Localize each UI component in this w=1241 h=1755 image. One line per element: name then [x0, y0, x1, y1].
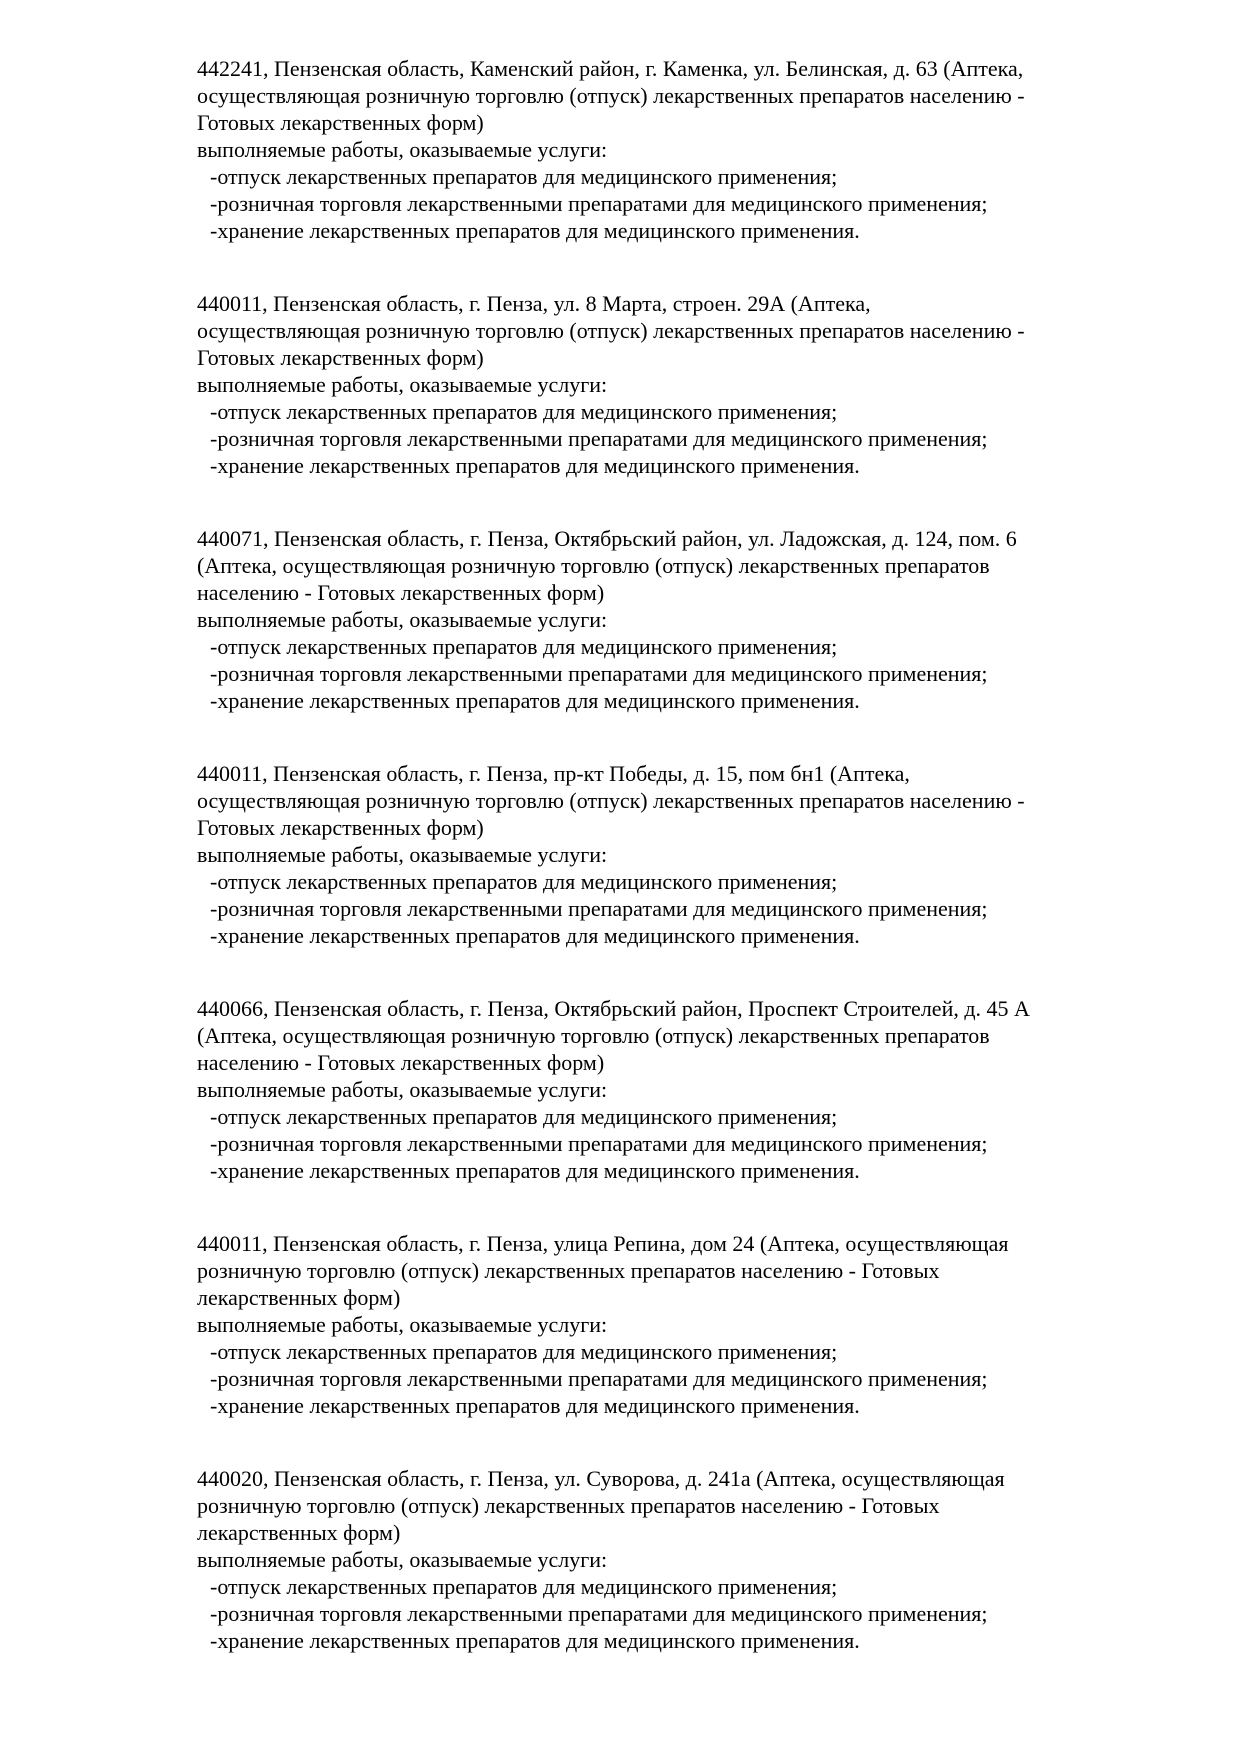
address-line: Готовых лекарственных форм) [197, 345, 484, 370]
address-line: 440011, Пензенская область, г. Пенза, ул. 8 Марта, строен. 29А (Аптека, [197, 291, 871, 316]
service-item: -отпуск лекарственных препаратов для медицинского применения; [210, 164, 838, 189]
services-header: выполняемые работы, оказываемые услуги: [197, 372, 608, 397]
service-item: -розничная торговля лекарственными препаратами для медицинского применения; [210, 191, 988, 216]
address-line: 442241, Пензенская область, Каменский район, г. Каменка, ул. Белинская, д. 63 (Аптека, [197, 56, 1024, 81]
address-line: населению - Готовых лекарственных форм) [197, 1050, 605, 1075]
service-item: -хранение лекарственных препаратов для медицинского применения. [210, 688, 860, 713]
address-line: 440011, Пензенская область, г. Пенза, улица Репина, дом 24 (Аптека, осуществляющая [197, 1231, 1009, 1256]
service-item: -хранение лекарственных препаратов для медицинского применения. [210, 1158, 860, 1183]
service-item: -хранение лекарственных препаратов для медицинского применения. [210, 218, 860, 243]
service-item: -хранение лекарственных препаратов для медицинского применения. [210, 453, 860, 478]
address-line: осуществляющая розничную торговлю (отпуск) лекарственных препаратов населению - [197, 83, 1025, 108]
address-line: населению - Готовых лекарственных форм) [197, 580, 605, 605]
services-header: выполняемые работы, оказываемые услуги: [197, 1312, 608, 1337]
address-line: Готовых лекарственных форм) [197, 815, 484, 840]
address-line: осуществляющая розничную торговлю (отпуск) лекарственных препаратов населению - [197, 788, 1025, 813]
address-line: лекарственных форм) [197, 1520, 401, 1545]
address-line: Готовых лекарственных форм) [197, 110, 484, 135]
service-item: -розничная торговля лекарственными препаратами для медицинского применения; [210, 1366, 988, 1391]
address-line: лекарственных форм) [197, 1285, 401, 1310]
document-page [197, 55, 1127, 1700]
address-line: 440071, Пензенская область, г. Пенза, Октябрьский район, ул. Ладожская, д. 124, пом. 6 [197, 526, 1017, 551]
address-line: осуществляющая розничную торговлю (отпуск) лекарственных препаратов населению - [197, 318, 1025, 343]
service-item: -хранение лекарственных препаратов для медицинского применения. [210, 923, 860, 948]
services-header: выполняемые работы, оказываемые услуги: [197, 1077, 608, 1102]
address-line: 440011, Пензенская область, г. Пенза, пр-кт Победы, д. 15, пом бн1 (Аптека, [197, 761, 910, 786]
pharmacy-entry [197, 525, 1127, 714]
service-item: -хранение лекарственных препаратов для медицинского применения. [210, 1628, 860, 1653]
service-item: -розничная торговля лекарственными препаратами для медицинского применения; [210, 661, 988, 686]
address-line: розничную торговлю (отпуск) лекарственных препаратов населению - Готовых [197, 1258, 940, 1283]
address-line: розничную торговлю (отпуск) лекарственных препаратов населению - Готовых [197, 1493, 940, 1518]
service-item: -розничная торговля лекарственными препаратами для медицинского применения; [210, 1131, 988, 1156]
pharmacy-entry [197, 290, 1127, 479]
pharmacy-entry [197, 760, 1127, 949]
pharmacy-entry [197, 1465, 1127, 1654]
service-item: -розничная торговля лекарственными препаратами для медицинского применения; [210, 426, 988, 451]
service-item: -отпуск лекарственных препаратов для медицинского применения; [210, 1574, 838, 1599]
address-line: 440020, Пензенская область, г. Пенза, ул. Суворова, д. 241а (Аптека, осуществляющая [197, 1466, 1005, 1491]
address-line: (Аптека, осуществляющая розничную торговлю (отпуск) лекарственных препаратов [197, 553, 990, 578]
service-item: -отпуск лекарственных препаратов для медицинского применения; [210, 399, 838, 424]
address-line: 440066, Пензенская область, г. Пенза, Октябрьский район, Проспект Строителей, д. 45 А [197, 996, 1030, 1021]
service-item: -отпуск лекарственных препаратов для медицинского применения; [210, 1339, 838, 1364]
service-item: -отпуск лекарственных препаратов для медицинского применения; [210, 869, 838, 894]
services-header: выполняемые работы, оказываемые услуги: [197, 607, 608, 632]
service-item: -отпуск лекарственных препаратов для медицинского применения; [210, 634, 838, 659]
service-item: -хранение лекарственных препаратов для медицинского применения. [210, 1393, 860, 1418]
address-line: (Аптека, осуществляющая розничную торговлю (отпуск) лекарственных препаратов [197, 1023, 990, 1048]
pharmacy-entry [197, 55, 1127, 244]
services-header: выполняемые работы, оказываемые услуги: [197, 842, 608, 867]
service-item: -отпуск лекарственных препаратов для медицинского применения; [210, 1104, 838, 1129]
pharmacy-entry [197, 1230, 1127, 1419]
services-header: выполняемые работы, оказываемые услуги: [197, 1547, 608, 1572]
services-header: выполняемые работы, оказываемые услуги: [197, 137, 608, 162]
service-item: -розничная торговля лекарственными препаратами для медицинского применения; [210, 896, 988, 921]
service-item: -розничная торговля лекарственными препаратами для медицинского применения; [210, 1601, 988, 1626]
pharmacy-entry [197, 995, 1127, 1184]
